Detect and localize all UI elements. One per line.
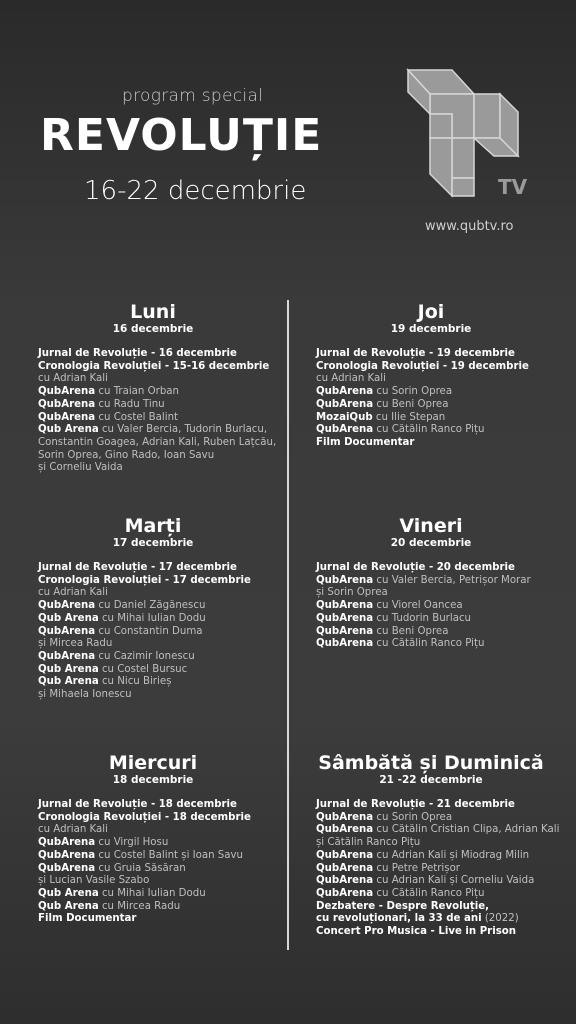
program-title: QubArena [316,600,374,612]
program-title: Concert Pro Musica - Live in Prison [316,926,517,938]
program-title: Qub Arena [38,900,99,912]
program-guests: cu Costel Balint și Ioan Savu [95,849,244,861]
program-guests: cu Costel Balint [95,411,179,423]
program-guests: cu Adrian Kali și Corneliu Vaida [373,875,535,887]
program-title: QubArena [316,875,374,887]
program-item [38,850,286,863]
program-item [38,626,286,639]
program-title: QubArena [316,887,374,899]
day-block [298,515,564,651]
program-title: Cronologia Revoluției - 17 decembrie [38,574,251,586]
program-item [38,587,286,600]
qub-tv-logo [400,66,530,211]
program-item [38,799,286,812]
program-title: Qub Arena [38,887,99,899]
program-guests: cu Adrian Kali [38,373,108,385]
program-guests: (2022) [481,913,519,925]
program-item [38,348,286,361]
header-dates: 16-22 decembrie [84,176,307,206]
program-item [38,689,286,702]
program-guests: cu Valer Bercia, Petrișor Morar [373,574,531,586]
program-item [316,437,564,450]
program-guests: cu Valer Bercia, Tudorin Burlacu, [98,424,268,436]
program-title: QubArena [316,638,374,650]
program-title: Cronologia Revoluției - 15-16 decembrie [38,360,270,372]
program-list [20,348,286,475]
program-guests: cu Costel Bursuc [98,663,188,675]
program-item [316,926,564,939]
program-item [38,676,286,689]
program-item [38,651,286,664]
program-item [38,888,286,901]
program-guests: cu Adrian Kali [38,824,108,836]
program-item [38,462,286,475]
program-item [316,626,564,639]
program-item [316,824,564,837]
program-title: Cronologia Revoluției - 18 decembrie [38,811,251,823]
program-title: Jurnal de Revoluție - 19 decembrie [316,348,515,359]
day-block [20,752,286,926]
day-date: 21 -22 decembrie [379,774,483,786]
program-title: Film Documentar [316,436,415,448]
program-item [38,875,286,888]
day-name: Luni [130,301,176,323]
program-guests: cu Tudorin Burlacu [373,612,472,624]
program-guests: și Mircea Radu [38,638,113,650]
program-item [38,386,286,399]
program-item [316,562,564,575]
website-url: www.qubtv.ro [425,219,514,234]
program-guests: Constantin Goagea, Adrian Kali, Ruben Lațcău, [38,436,277,448]
logo-tv-text: TV [498,175,528,199]
program-guests: și Sorin Oprea [316,587,388,599]
program-item [38,562,286,575]
program-title: QubArena [316,824,374,836]
program-item [38,613,286,626]
program-item [38,913,286,926]
program-guests: cu Radu Tinu [95,398,165,410]
program-title: Film Documentar [38,913,137,925]
program-guests: cu Daniel Zăgănescu [95,600,206,612]
program-title: Jurnal de Revoluție - 21 decembrie [316,799,515,810]
program-title: Jurnal de Revoluție - 18 decembrie [38,799,237,810]
program-item [38,450,286,463]
program-item [38,837,286,850]
day-block [20,515,286,702]
program-item [316,361,564,374]
program-guests: cu Mihai Iulian Dodu [98,612,206,624]
program-list [298,562,564,651]
program-item [316,799,564,812]
program-title: QubArena [316,398,374,410]
program-title: Qub Arena [38,676,99,688]
program-list [298,348,564,450]
program-item [38,600,286,613]
program-item [316,913,564,926]
program-guests: cu Ilie Stepan [372,411,446,423]
program-title: QubArena [316,811,374,823]
program-title: Qub Arena [38,612,99,624]
program-item [316,412,564,425]
program-item [38,361,286,374]
program-title: QubArena [38,386,96,398]
program-guests: cu Traian Orban [95,386,179,398]
day-block [20,301,286,475]
program-item [38,575,286,588]
program-title: QubArena [316,625,374,637]
day-date: 18 decembrie [112,774,194,786]
program-guests: cu Viorel Oancea [373,600,463,612]
program-guests: cu Mircea Radu [98,900,181,912]
program-guests: cu Virgil Hosu [95,837,169,849]
program-title: QubArena [38,625,96,637]
program-title: QubArena [38,837,96,849]
program-item [316,863,564,876]
header-subtitle: program special [122,86,264,106]
program-item [38,412,286,425]
program-guests: cu Adrian Kali [316,373,386,385]
day-block [298,752,564,939]
program-item [316,399,564,412]
program-item [316,348,564,361]
program-item [316,587,564,600]
program-item [316,812,564,825]
program-item [38,373,286,386]
program-guests: cu Cătălin Ranco Pițu [373,638,485,650]
day-name: Sâmbătă și Duminică [318,752,544,774]
program-item [316,600,564,613]
program-title: MozaiQub [316,411,373,423]
program-title: Dezbatere - Despre Revoluție, [316,900,489,912]
program-title: QubArena [38,862,96,874]
program-guests: cu Cătălin Ranco Pițu [373,424,485,436]
program-item [38,863,286,876]
day-date: 20 decembrie [390,537,472,549]
day-date: 19 decembrie [390,323,472,335]
program-item [38,399,286,412]
program-item [38,824,286,837]
program-guests: cu Cazimir Ionescu [95,650,195,662]
program-title: QubArena [38,398,96,410]
program-item [38,664,286,677]
program-guests: cu Nicu Birieș [98,676,172,688]
day-date: 16 decembrie [112,323,194,335]
program-guests: și Mihaela Ionescu [38,689,132,701]
program-title: QubArena [38,600,96,612]
program-title: Jurnal de Revoluție - 17 decembrie [38,562,237,573]
program-item [316,575,564,588]
program-guests: Sorin Oprea, Gino Rado, Ioan Savu [38,449,215,461]
program-guests: cu Cătălin Ranco Pițu [373,887,485,899]
program-guests: cu Gruia Săsăran [95,862,186,874]
program-title: QubArena [316,386,374,398]
program-item [38,437,286,450]
program-item [316,850,564,863]
program-title: Jurnal de Revoluție - 20 decembrie [316,562,515,573]
program-list [298,799,564,939]
program-item [316,386,564,399]
program-guests: cu Sorin Oprea [373,386,453,398]
program-guests: cu Cătălin Cristian Clipa, Adrian Kali [373,824,560,836]
program-guests: cu Beni Oprea [373,625,449,637]
program-item [316,638,564,651]
program-title: QubArena [316,849,374,861]
program-guests: cu Adrian Kali [38,587,108,599]
program-title: QubArena [316,574,374,586]
day-block [298,301,564,450]
program-title: QubArena [316,424,374,436]
program-guests: cu Mihai Iulian Dodu [98,887,206,899]
program-guests: și Corneliu Vaida [38,462,123,474]
program-item [316,613,564,626]
day-name: Marți [124,515,182,537]
program-title: Jurnal de Revoluție - 16 decembrie [38,348,237,359]
program-guests: cu Sorin Oprea [373,811,453,823]
program-item [38,901,286,914]
program-title: Qub Arena [38,663,99,675]
program-title: QubArena [316,862,374,874]
program-guests: și Cătălin Ranco Pițu [316,837,421,849]
program-list [20,799,286,926]
program-item [38,812,286,825]
program-title: QubArena [38,849,96,861]
program-title: Qub Arena [38,424,99,436]
program-guests: cu Beni Oprea [373,398,449,410]
program-item [316,837,564,850]
day-name: Joi [417,301,445,323]
day-name: Miercuri [108,752,198,774]
day-date: 17 decembrie [112,537,194,549]
page-title: REVOLUȚIE [40,110,323,161]
day-name: Vineri [399,515,463,537]
program-item [316,373,564,386]
program-item [38,424,286,437]
program-title: Cronologia Revoluției - 19 decembrie [316,360,529,372]
program-list [20,562,286,702]
program-item [316,875,564,888]
program-title: cu revoluționari, la 33 de ani [316,913,482,925]
program-title: QubArena [38,411,96,423]
program-title: QubArena [38,650,96,662]
program-item [316,901,564,914]
column-divider [287,300,289,950]
program-guests: și Lucian Vasile Szabo [38,875,150,887]
program-guests: cu Constantin Duma [95,625,203,637]
program-item [38,638,286,651]
program-item [316,424,564,437]
program-guests: cu Adrian Kali și Miodrag Milin [373,849,530,861]
program-title: QubArena [316,612,374,624]
program-guests: cu Petre Petrișor [373,862,460,874]
program-item [316,888,564,901]
